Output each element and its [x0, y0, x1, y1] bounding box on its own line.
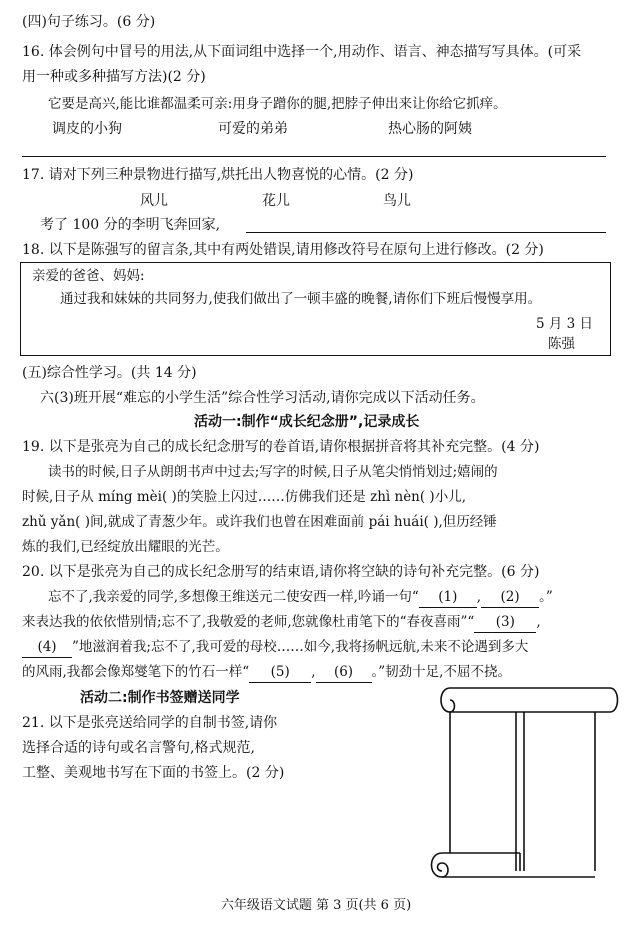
section-4-title: (四)句子练习。(6 分) [22, 14, 156, 30]
pinyin-zhi-nen: zhì nèn [370, 489, 420, 505]
q17-prompt: 考了 100 分的李明飞奔回家, [40, 217, 221, 233]
q20-stem: 20. 以下是张亮为自己的成长纪念册写的结束语,请你将空缺的诗句补充完整。(6 分) [22, 564, 540, 580]
q16-stem-line2: 用一种或多种描写方法)(2 分) [22, 69, 206, 85]
q21-stem-line1: 21. 以下是张亮送给同学的自制书签,请你 [22, 715, 278, 731]
q21-stem-line2: 选择合适的诗句或名言警句,格式规范, [22, 740, 255, 756]
q17-scene-wind: 风儿 [140, 193, 168, 209]
q20-blank-2[interactable]: (2) [481, 587, 539, 608]
q21-stem-line3: 工整、美观地书写在下面的书签上。(2 分) [22, 765, 285, 781]
q20-blank-5[interactable]: (5) [249, 662, 311, 683]
section-5-intro: 六(3)班开展“难忘的小学生活”综合性学习活动,请你完成以下活动任务。 [40, 390, 485, 406]
q19-text-line4: 炼的我们,已经绽放出耀眼的光芒。 [22, 539, 229, 555]
q16-answer-line[interactable] [22, 156, 606, 157]
q17-answer-line[interactable] [246, 232, 606, 233]
q18-note-body[interactable]: 通过我和妹妹的共同努力,使我们做出了一顿丰盛的晚餐,请你们下班后慢慢享用。 [60, 291, 542, 307]
q20-blank-3[interactable]: (3) [474, 612, 536, 633]
section-5-title: (五)综合性学习。(共 14 分) [22, 365, 197, 381]
q18-note-signer: 陈强 [548, 336, 575, 352]
q19-blank-3[interactable]: ( )间,就成了青葱少年。或许我们也曾在困难面前 [75, 514, 369, 530]
q19-blank-4[interactable]: ( ),但历经锤 [423, 514, 497, 530]
q20-text-line4: 的风雨,我都会像郑燮笔下的竹石一样“ (5) , (6) 。”韧劲十足,不屈不挠。 [22, 662, 511, 683]
q20-blank-4[interactable]: (4) [22, 637, 72, 658]
q16-choice-2: 可爱的弟弟 [218, 121, 288, 137]
q18-note-date: 5 月 3 日 [536, 316, 594, 332]
q17-scene-bird: 鸟儿 [383, 193, 411, 209]
pinyin-ming-mei: míng mèi [98, 489, 162, 505]
q17-stem: 17. 请对下列三种景物进行描写,烘托出人物喜悦的心情。(2 分) [22, 167, 414, 183]
q20-text-line1: 忘不了,我亲爱的同学,多想像王维送元二使安西一样,吟诵一句“ (1) , (2) 。” [48, 587, 553, 608]
pinyin-zhu-yan: zhǔ yǎn [22, 514, 76, 530]
activity-2-title: 活动二:制作书签赠送同学 [80, 690, 240, 706]
q19-blank-2[interactable]: ( )小儿, [419, 489, 466, 505]
page-footer: 六年级语文试题 第 3 页(共 6 页) [220, 898, 412, 913]
q18-note-greeting: 亲爱的爸爸、妈妈: [32, 268, 145, 284]
q19-stem: 19. 以下是张亮为自己的成长纪念册写的卷首语,请你根据拼音将其补充完整。(4 分) [22, 439, 540, 455]
q20-text-line3: (4) ”地滋润着我;忘不了,我可爱的母校……如今,我将扬帆远航,未来不论遇到多大 [22, 637, 528, 658]
q19-text-line2: 时候,日子从 míng mèi( )的笑脸上闪过……仿佛我们还是 zhì nèn( )小儿, [22, 489, 466, 505]
q19-text-line3 [22, 512, 497, 532]
q18-stem: 18. 以下是陈强写的留言条,其中有两处错误,请用修改符号在原句上进行修改。(2 分) [22, 242, 544, 258]
q19-blank-1[interactable]: ( )的笑脸上闪过……仿佛我们还是 [161, 489, 371, 505]
q20-blank-6[interactable]: (6) [316, 662, 372, 683]
q20-text-line2: 来表达我的依依惜别情;忘不了,我敬爱的老师,您就像杜甫笔下的“春夜喜雨”“ (3) , [22, 612, 541, 633]
q16-stem-line1: 16. 体会例句中冒号的用法,从下面词组中选择一个,用动作、语言、神态描写写具体。(可采 [22, 44, 582, 60]
q16-choice-3: 热心肠的阿姨 [388, 121, 472, 137]
q17-scene-flower: 花儿 [262, 193, 290, 209]
q19-text-line1: 读书的时候,日子从朗朗书声中过去;写字的时候,日子从笔尖悄悄划过;嬉闹的 [48, 464, 498, 480]
pinyin-pai-huai: pái huái [368, 514, 424, 530]
q16-choice-1: 调皮的小狗 [52, 121, 122, 137]
q20-blank-1[interactable]: (1) [419, 587, 477, 608]
bookmark-scroll[interactable] [420, 683, 620, 883]
q16-example-sentence: 它要是高兴,能比谁都温柔可亲:用身子蹭你的腿,把脖子伸出来让你给它抓痒。 [48, 96, 507, 112]
activity-1-title: 活动一:制作“成长纪念册”,记录成长 [194, 414, 420, 430]
